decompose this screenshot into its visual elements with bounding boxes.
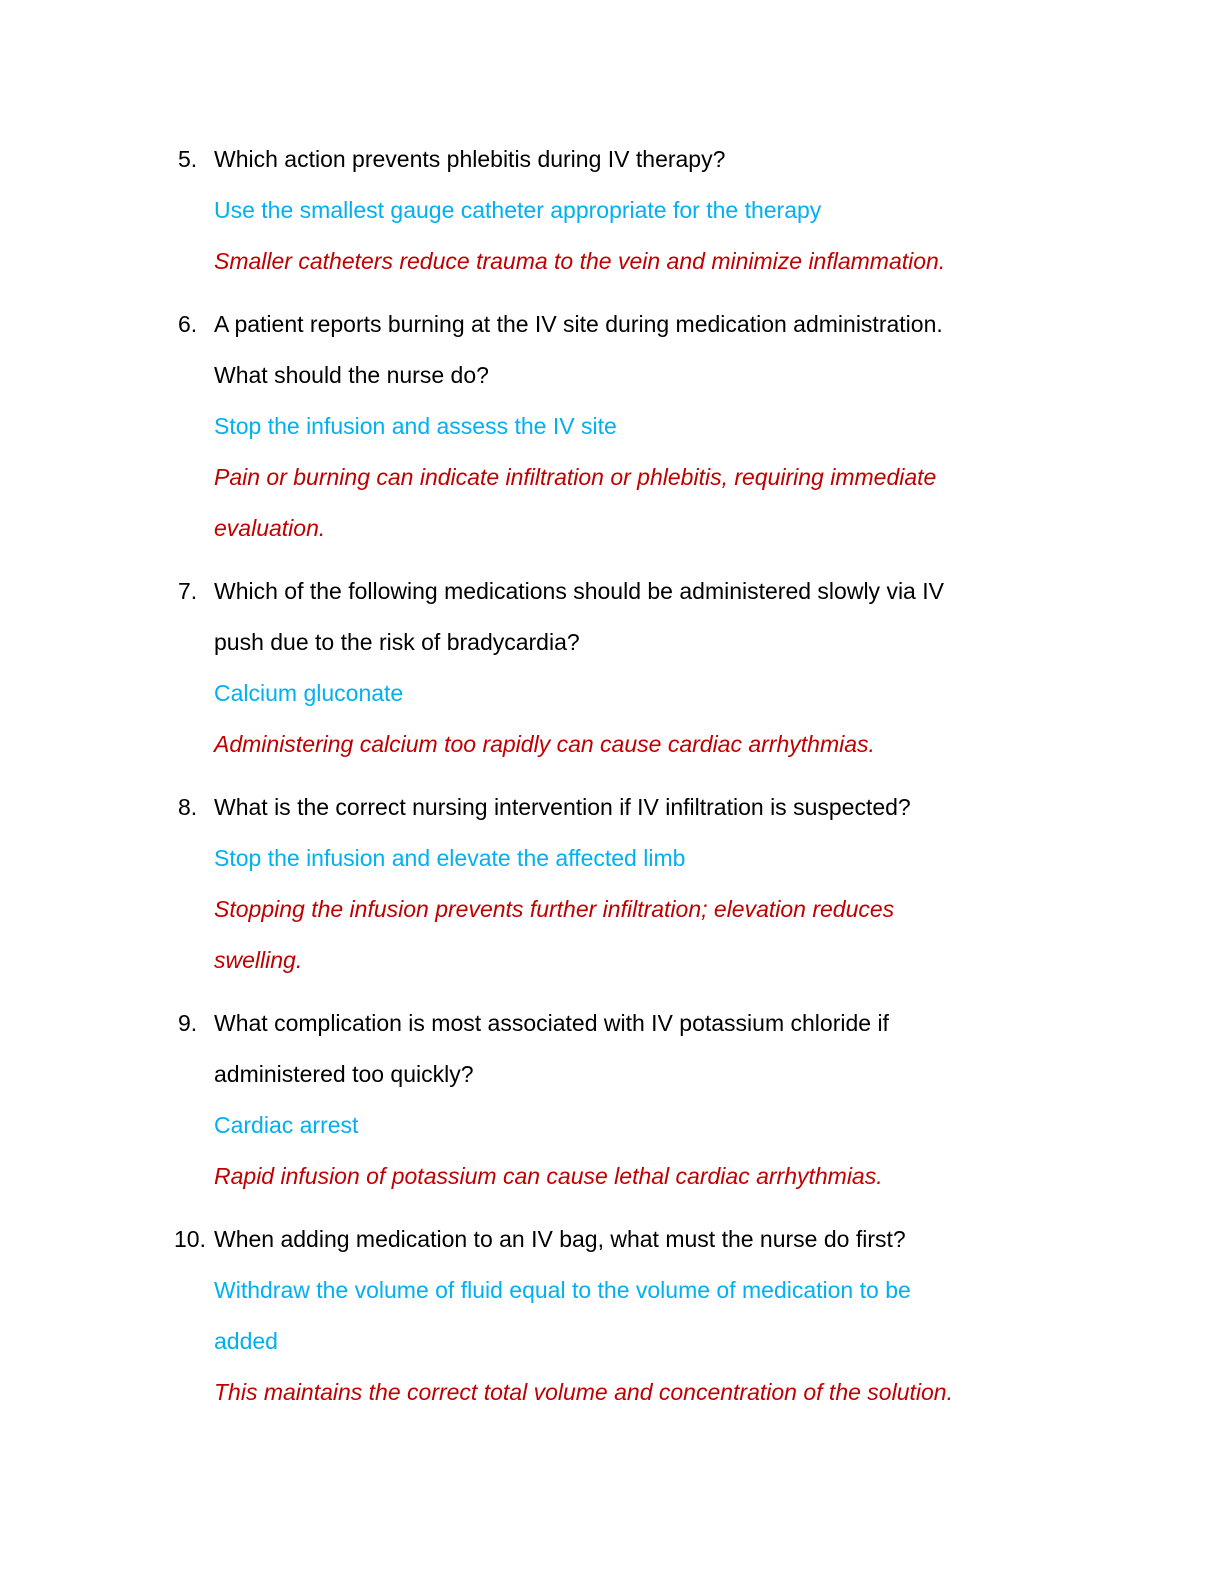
rationale-text: This maintains the correct total volume and concentration of the solution.: [214, 1379, 953, 1405]
question-item-7: [174, 566, 1074, 770]
question-list: [174, 134, 1074, 1430]
question-item-6: [174, 299, 1074, 554]
question-text: Which action prevents phlebitis during IV therapy?: [214, 146, 726, 172]
question-number: 7.: [178, 578, 198, 604]
rationale-text: Administering calcium too rapidly can cause cardiac arrhythmias.: [214, 731, 875, 757]
rationale-text-continued: swelling.: [214, 947, 303, 973]
rationale-text-continued: evaluation.: [214, 515, 326, 541]
question-number: 9.: [178, 1010, 198, 1036]
question-number: 10.: [174, 1226, 206, 1252]
answer-text: Calcium gluconate: [214, 680, 404, 706]
question-text-continued: push due to the risk of bradycardia?: [214, 629, 580, 655]
question-text-continued: What should the nurse do?: [214, 362, 489, 388]
answer-text: Withdraw the volume of fluid equal to the volume of medication to be: [214, 1277, 911, 1303]
answer-text: Cardiac arrest: [214, 1112, 359, 1138]
question-text: What is the correct nursing intervention if IV infiltration is suspected?: [214, 794, 911, 820]
question-text: Which of the following medications should be administered slowly via IV: [214, 578, 944, 604]
question-item-5: [174, 134, 1074, 287]
question-text: A patient reports burning at the IV site during medication administration.: [214, 311, 943, 337]
answer-text: Use the smallest gauge catheter appropriate for the therapy: [214, 197, 822, 223]
question-text: When adding medication to an IV bag, what must the nurse do first?: [214, 1226, 906, 1252]
rationale-text: Stopping the infusion prevents further infiltration; elevation reduces: [214, 896, 895, 922]
question-text: What complication is most associated with IV potassium chloride if: [214, 1010, 889, 1036]
question-item-9: [174, 998, 1074, 1202]
question-number: 8.: [178, 794, 198, 820]
question-number: 6.: [178, 311, 198, 337]
rationale-text: Rapid infusion of potassium can cause lethal cardiac arrhythmias.: [214, 1163, 883, 1189]
rationale-text: Smaller catheters reduce trauma to the vein and minimize inflammation.: [214, 248, 946, 274]
question-number: 5.: [178, 146, 198, 172]
answer-text-continued: added: [214, 1328, 278, 1354]
question-item-10: [174, 1214, 1074, 1418]
rationale-text: Pain or burning can indicate infiltration or phlebitis, requiring immediate: [214, 464, 937, 490]
question-text-continued: administered too quickly?: [214, 1061, 474, 1087]
question-item-8: [174, 782, 1074, 986]
answer-text: Stop the infusion and assess the IV site: [214, 413, 617, 439]
answer-text: Stop the infusion and elevate the affected limb: [214, 845, 686, 871]
